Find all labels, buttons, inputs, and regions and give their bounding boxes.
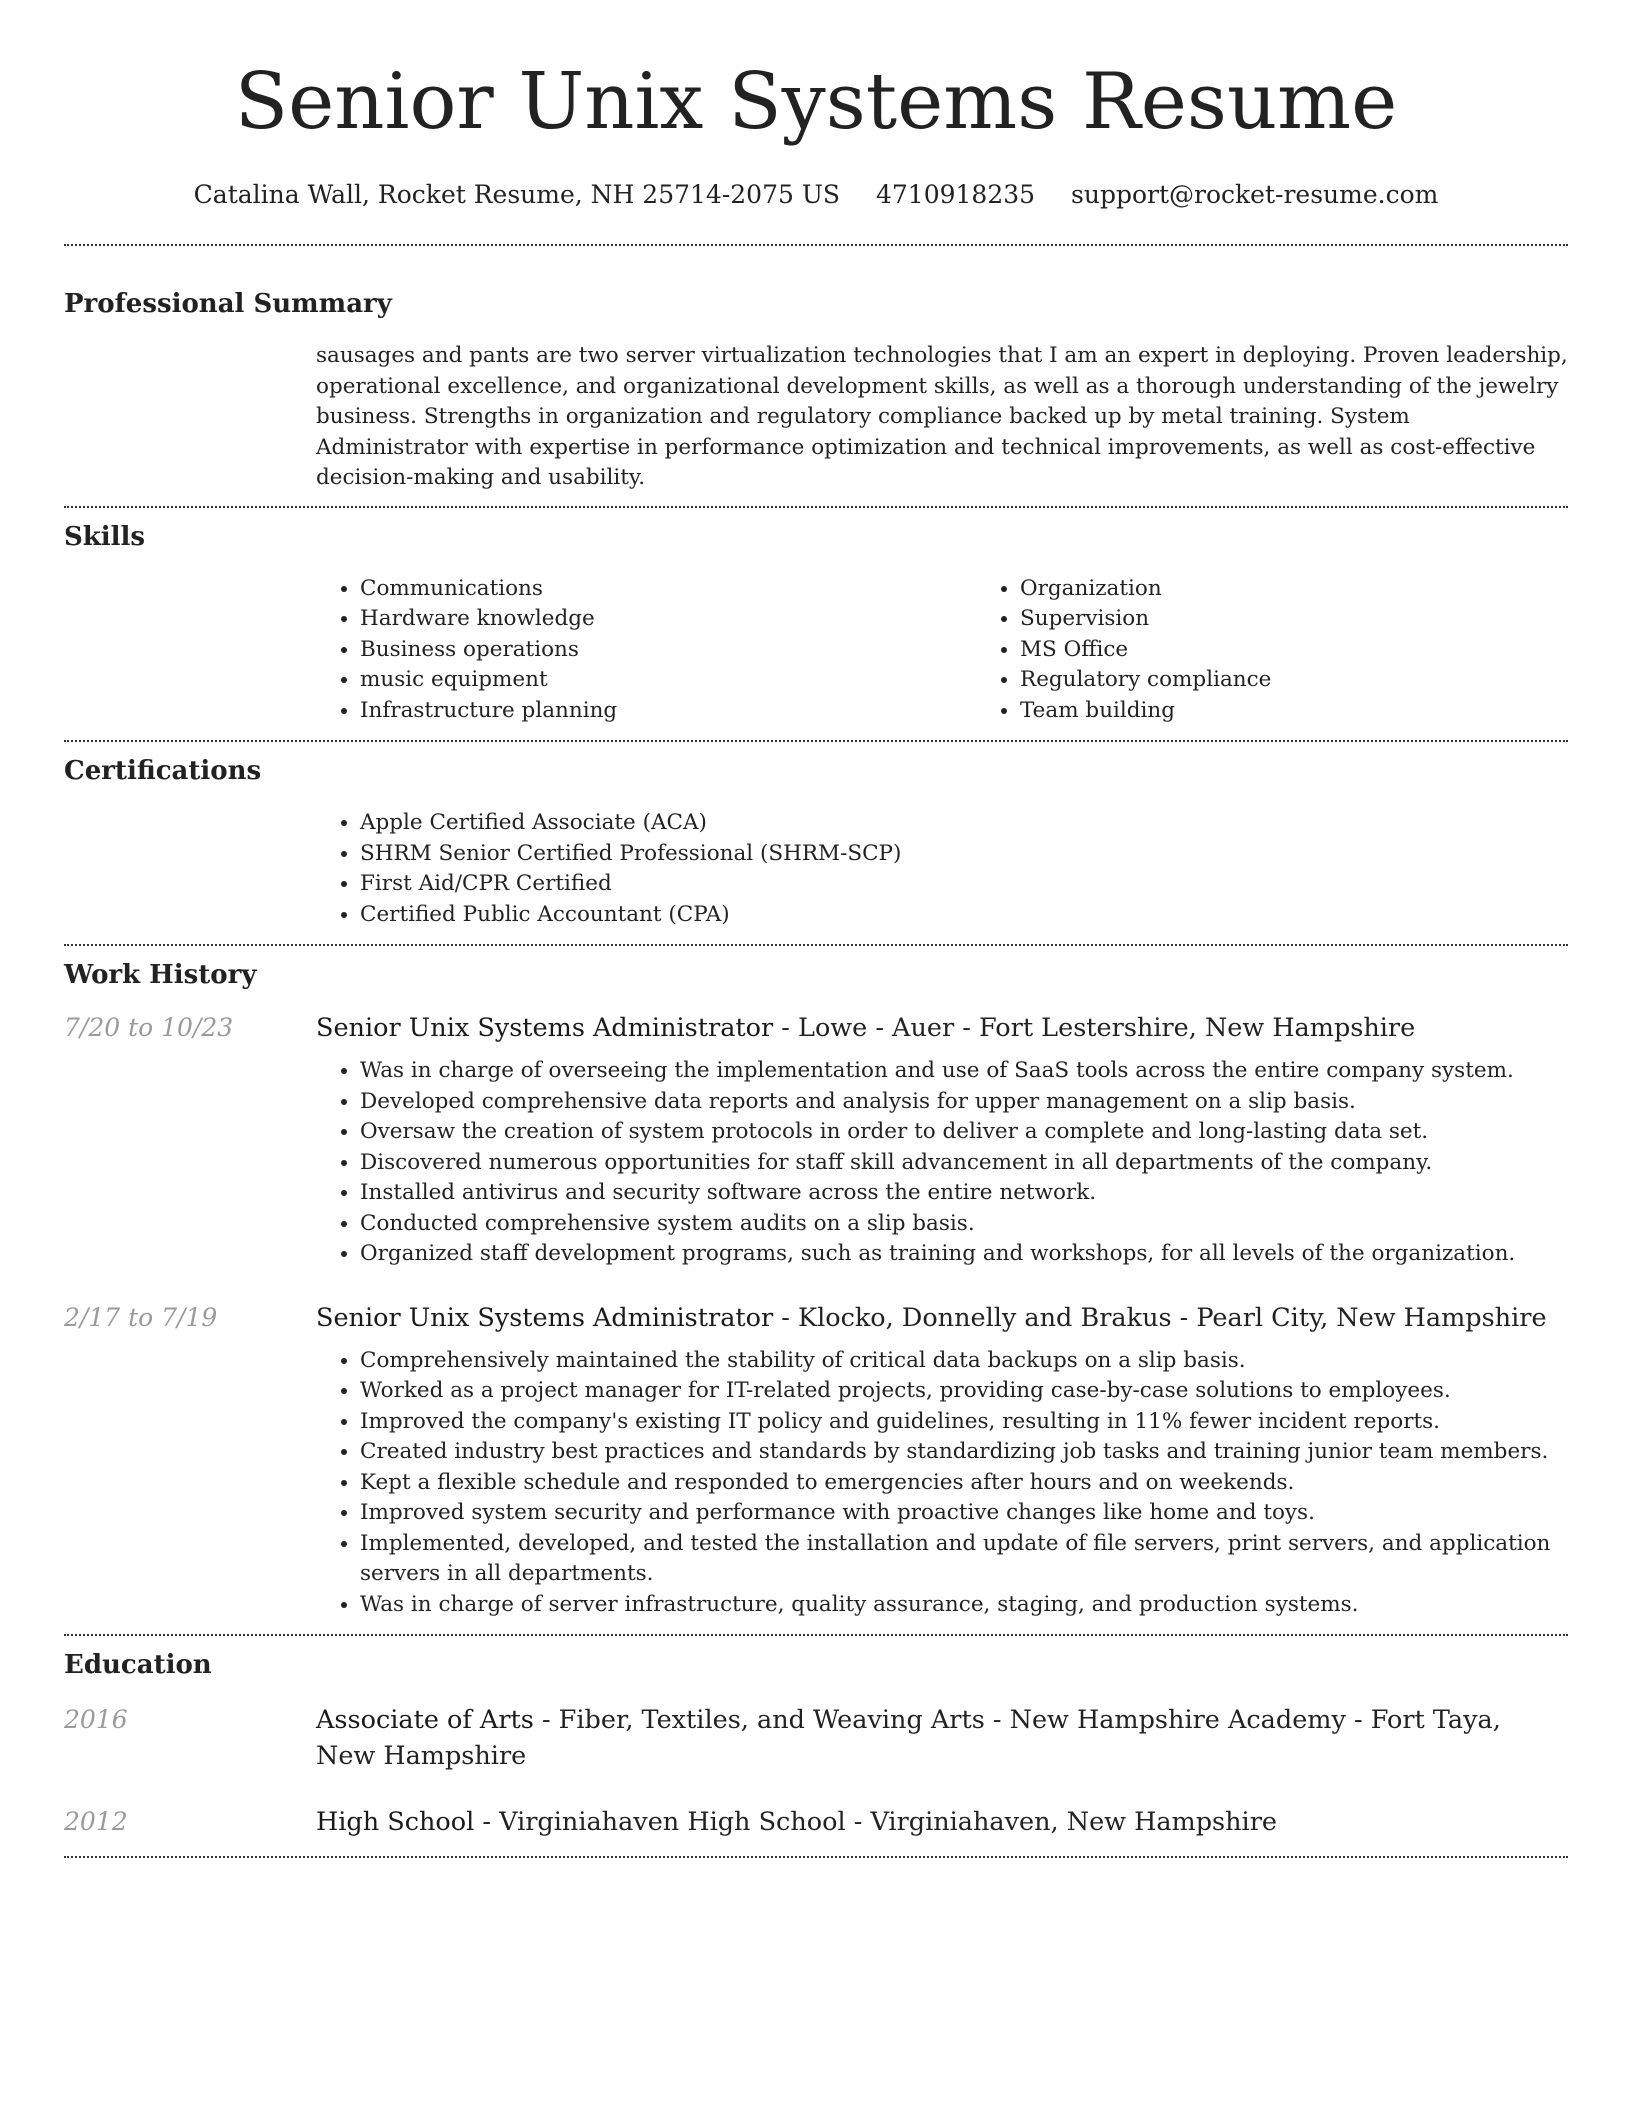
divider bbox=[64, 1634, 1568, 1636]
certification-item: • SHRM Senior Certified Professional (SHRM-SCP) bbox=[360, 839, 1568, 870]
skill-item: • Business operations bbox=[360, 635, 976, 666]
job-bullet: • Improved system security and performance with proactive changes like home and toys. bbox=[360, 1498, 1568, 1529]
section-heading-certifications: Certifications bbox=[64, 756, 262, 786]
section-heading-work-history: Work History bbox=[64, 960, 257, 990]
education-year: 2012 bbox=[64, 1807, 128, 1836]
education-degree: Associate of Arts bbox=[316, 1705, 534, 1735]
job-employer: - Klocko, Donnelly and Brakus - Pearl City, New Hampshire bbox=[773, 1302, 1547, 1333]
skills-list-right bbox=[976, 574, 1632, 727]
contact-address: Catalina Wall, Rocket Resume, NH 25714-2075 US bbox=[193, 180, 841, 209]
education-details: - Virginiahaven High School - Virginiahaven, New Hampshire bbox=[474, 1807, 1277, 1837]
job-bullet: • Developed comprehensive data reports and analysis for upper management on a slip basis. bbox=[360, 1087, 1568, 1118]
job-bullet: • Discovered numerous opportunities for staff skill advancement in all departments of the company. bbox=[360, 1148, 1568, 1179]
job-bullet: • Organized staff development programs, such as training and workshops, for all levels of the organization. bbox=[360, 1239, 1568, 1270]
education-section bbox=[64, 1648, 1568, 1840]
section-heading-summary: Professional Summary bbox=[64, 289, 392, 319]
job-bullets bbox=[316, 1346, 1568, 1621]
resume-title: Senior Unix Systems Resume bbox=[234, 57, 1398, 147]
skills-columns bbox=[316, 574, 1568, 727]
certification-item: • Apple Certified Associate (ACA) bbox=[360, 808, 1568, 839]
skill-item: • Organization bbox=[1020, 574, 1632, 605]
certification-item: • Certified Public Accountant (CPA) bbox=[360, 900, 1568, 931]
divider bbox=[64, 944, 1568, 946]
job-header bbox=[316, 1300, 1568, 1336]
job-bullet: • Comprehensively maintained the stability of critical data backups on a slip basis. bbox=[360, 1346, 1568, 1377]
certification-item: • First Aid/CPR Certified bbox=[360, 869, 1568, 900]
skill-item: • Communications bbox=[360, 574, 976, 605]
contact-line bbox=[64, 178, 1568, 212]
section-heading-education: Education bbox=[64, 1650, 212, 1680]
job-title: Senior Unix Systems Administrator bbox=[316, 1302, 774, 1333]
section-heading-skills: Skills bbox=[64, 521, 146, 552]
skill-item: • music equipment bbox=[360, 665, 976, 696]
education-degree: High School bbox=[316, 1807, 475, 1837]
job-bullet: • Oversaw the creation of system protocols in order to deliver a complete and long-lasting data set. bbox=[360, 1117, 1568, 1148]
summary-text: sausages and pants are two server virtualization technologies that I am an expert in deploying. Proven leadership, operational excellence, and organizational development skills, as well as a thorough understanding of the jewelry business. Strengths in organization and regulatory compliance backed up by metal training. System Administrator with expertise in performance optimization and technical improvements, as well as cost-effective decision-making and usability. bbox=[316, 343, 1568, 490]
education-year: 2016 bbox=[64, 1705, 128, 1734]
divider bbox=[64, 506, 1568, 508]
job-bullet: • Conducted comprehensive system audits on a slip basis. bbox=[360, 1209, 1568, 1240]
summary-section bbox=[64, 287, 1568, 494]
skill-item: • Hardware knowledge bbox=[360, 604, 976, 635]
education-header bbox=[316, 1702, 1568, 1774]
skill-item: • Supervision bbox=[1020, 604, 1632, 635]
skills-list-left bbox=[316, 574, 976, 727]
job-entry bbox=[64, 1010, 1568, 1270]
job-bullet: • Was in charge of overseeing the implementation and use of SaaS tools across the entire company system. bbox=[360, 1056, 1568, 1087]
skill-item: • MS Office bbox=[1020, 635, 1632, 666]
job-employer: - Lowe - Auer - Fort Lestershire, New Hampshire bbox=[773, 1013, 1416, 1043]
job-dates: 2/17 to 7/19 bbox=[64, 1302, 218, 1332]
education-details: - Fiber, Textiles, and Weaving Arts - New Hampshire Academy - Fort Taya, New Hampshire bbox=[316, 1705, 1501, 1771]
job-title: Senior Unix Systems Administrator bbox=[316, 1013, 774, 1043]
divider bbox=[64, 740, 1568, 742]
skill-item: • Team building bbox=[1020, 696, 1632, 727]
job-header bbox=[316, 1010, 1568, 1046]
skill-item: • Regulatory compliance bbox=[1020, 665, 1632, 696]
job-bullet: • Implemented, developed, and tested the installation and update of file servers, print servers, and application servers in all departments. bbox=[360, 1529, 1568, 1590]
job-bullets bbox=[316, 1056, 1568, 1270]
job-dates: 7/20 to 10/23 bbox=[64, 1013, 234, 1042]
certifications-section bbox=[64, 754, 1568, 930]
job-bullet: • Kept a flexible schedule and responded to emergencies after hours and on weekends. bbox=[360, 1468, 1568, 1499]
divider bbox=[64, 244, 1568, 246]
job-bullet: • Improved the company's existing IT policy and guidelines, resulting in 11% fewer incident reports. bbox=[360, 1407, 1568, 1438]
education-entry bbox=[64, 1804, 1568, 1840]
divider bbox=[64, 1856, 1568, 1858]
job-bullet: • Installed antivirus and security software across the entire network. bbox=[360, 1178, 1568, 1209]
education-header bbox=[316, 1804, 1568, 1840]
skills-section bbox=[64, 520, 1568, 727]
skill-item: • Infrastructure planning bbox=[360, 696, 976, 727]
job-entry bbox=[64, 1300, 1568, 1621]
certifications-list bbox=[316, 808, 1568, 930]
education-entry bbox=[64, 1702, 1568, 1774]
contact-phone: 4710918235 bbox=[876, 180, 1036, 209]
job-bullet: • Created industry best practices and standards by standardizing job tasks and training junior team members. bbox=[360, 1437, 1568, 1468]
contact-email: support@rocket-resume.com bbox=[1071, 180, 1439, 209]
job-bullet: • Was in charge of server infrastructure, quality assurance, staging, and production systems. bbox=[360, 1590, 1568, 1621]
job-bullet: • Worked as a project manager for IT-related projects, providing case-by-case solutions to employees. bbox=[360, 1376, 1568, 1407]
work-history-section bbox=[64, 958, 1568, 1620]
